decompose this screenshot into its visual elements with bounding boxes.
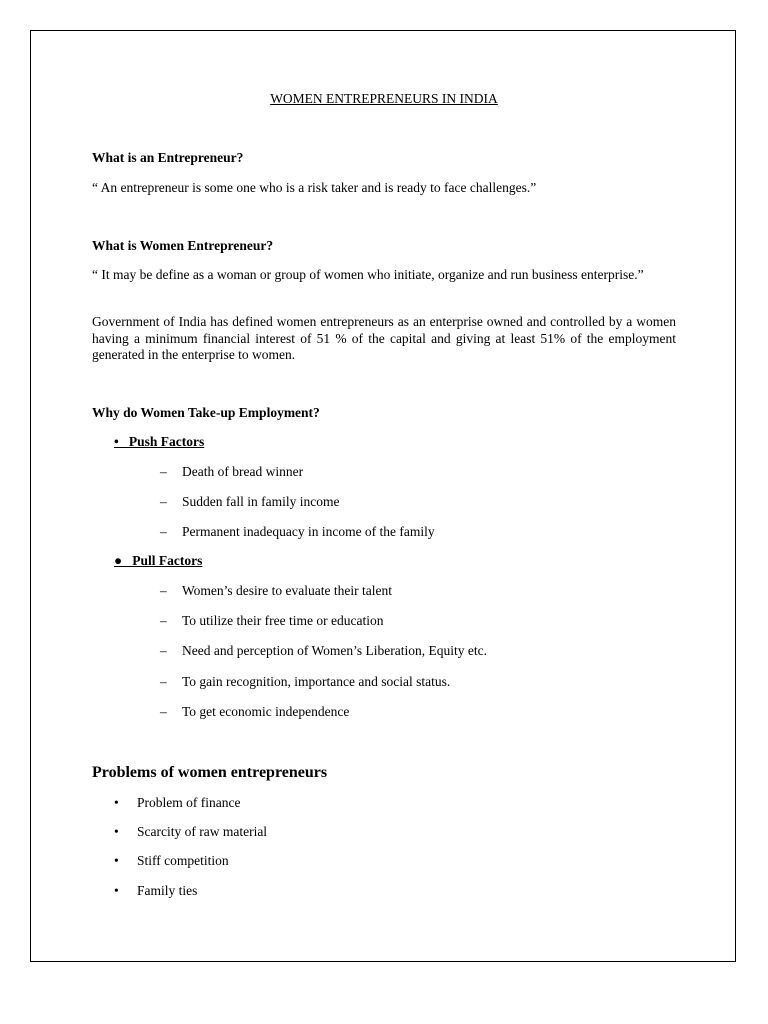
- push-factor-text: Permanent inadequacy in income of the family: [182, 524, 435, 539]
- push-factor-item: [160, 494, 339, 510]
- heading-why-women-employment: Why do Women Take-up Employment?: [92, 405, 320, 420]
- push-factor-item: [160, 464, 303, 480]
- dash-glyph: –: [160, 583, 167, 598]
- dash-glyph: –: [160, 464, 167, 479]
- bullet-glyph: •: [114, 853, 119, 868]
- document-title: WOMEN ENTREPRENEURS IN INDIA: [270, 91, 498, 106]
- pull-factor-item: [160, 704, 349, 720]
- pull-factor-text: To utilize their free time or education: [182, 613, 384, 628]
- bullet-glyph: •: [114, 824, 119, 839]
- pull-factor-item: [160, 674, 450, 690]
- problem-text: Stiff competition: [137, 853, 229, 868]
- pull-factor-item: [160, 643, 487, 659]
- bullet-glyph: •: [114, 795, 119, 810]
- heading-problems: Problems of women entrepreneurs: [92, 764, 328, 781]
- problem-text: Problem of finance: [137, 795, 241, 810]
- women-entrepreneur-definition: “ It may be define as a woman or group of women who initiate, organize and run business enterprise.”: [92, 267, 644, 282]
- push-factor-item: [160, 524, 435, 540]
- pull-factor-text: To get economic independence: [182, 704, 350, 719]
- problem-item: [114, 853, 229, 869]
- problem-item: [114, 883, 197, 899]
- problem-item: [114, 795, 240, 811]
- pull-factors-heading: ● Pull Factors: [114, 553, 203, 568]
- push-factor-text: Sudden fall in family income: [182, 494, 340, 509]
- entrepreneur-definition: “ An entrepreneur is some one who is a risk taker and is ready to face challenges.”: [92, 180, 537, 195]
- dash-glyph: –: [160, 704, 167, 719]
- dash-glyph: –: [160, 494, 167, 509]
- heading-what-is-women-entrepreneur: What is Women Entrepreneur?: [92, 238, 274, 253]
- pull-factor-text: Need and perception of Women’s Liberation, Equity etc.: [182, 643, 487, 658]
- dash-glyph: –: [160, 643, 167, 658]
- pull-factor-item: [160, 613, 383, 629]
- problem-item: [114, 824, 267, 840]
- push-factors-heading: • Push Factors: [114, 434, 205, 449]
- heading-what-is-entrepreneur: What is an Entrepreneur?: [92, 150, 244, 165]
- dash-glyph: –: [160, 524, 167, 539]
- bullet-glyph: •: [114, 883, 119, 898]
- dash-glyph: –: [160, 613, 167, 628]
- problem-text: Family ties: [137, 883, 198, 898]
- problem-text: Scarcity of raw material: [137, 824, 268, 839]
- government-definition: Government of India has defined women entrepreneurs as an enterprise owned and controlled by a women having a minimum financial interest of 51 % of the capital and giving at least 51% of the employment generated in the enterprise to women.: [92, 314, 676, 362]
- pull-factor-item: [160, 583, 392, 599]
- dash-glyph: –: [160, 674, 167, 689]
- page-border: [30, 30, 736, 962]
- pull-factor-text: Women’s desire to evaluate their talent: [182, 583, 392, 598]
- push-factor-text: Death of bread winner: [182, 464, 304, 479]
- pull-factor-text: To gain recognition, importance and social status.: [182, 674, 451, 689]
